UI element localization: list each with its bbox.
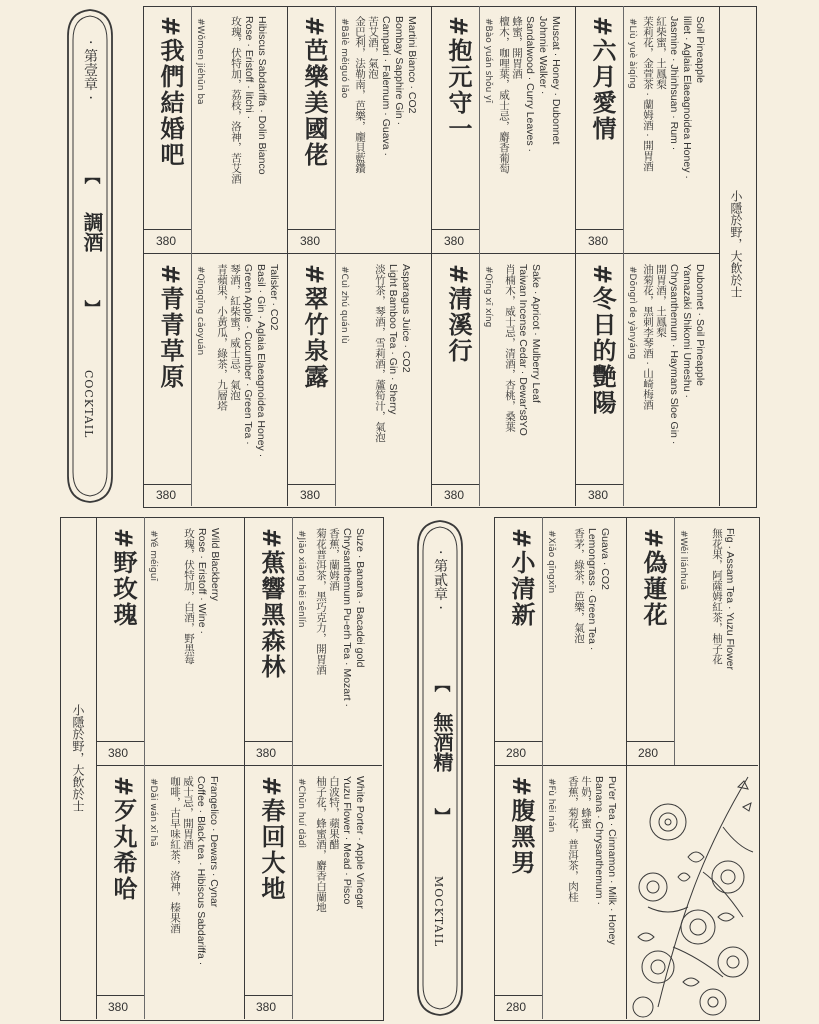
divider xyxy=(623,6,624,506)
drink-name: #青青草原 xyxy=(156,264,185,391)
divider xyxy=(431,484,479,485)
desc-line: Sandalwood · Curry Leaves · xyxy=(524,16,536,152)
section-title: 調酒 xyxy=(80,212,104,252)
drink-price: 380 xyxy=(588,488,609,502)
drink-pinyin: #Yě méiguī xyxy=(148,530,158,581)
divider xyxy=(575,229,623,230)
drink-description xyxy=(314,528,366,707)
drink-pinyin: #Fù hēi nán xyxy=(546,778,556,833)
drink-name: #冬日的艷陽 xyxy=(588,264,617,417)
divider xyxy=(143,229,191,230)
desc-line: Johnnie Walker · xyxy=(537,16,549,95)
drink-price: 280 xyxy=(638,746,659,760)
drink-name: #翠竹泉露 xyxy=(300,264,329,391)
drink-description xyxy=(497,16,562,174)
desc-line: 牛奶，蜂蜜 xyxy=(580,776,592,829)
desc-line: 青蘋果，小黃瓜，綠茶，九層塔 xyxy=(216,264,228,411)
desc-line: 檀木，咖哩葉，威士忌，麝香葡萄 xyxy=(498,16,510,174)
desc-line: Campari · Falernum · Guava · xyxy=(380,16,392,157)
drink-description xyxy=(503,264,542,436)
divider xyxy=(479,6,480,506)
divider xyxy=(542,517,543,1019)
drink-price: 380 xyxy=(588,234,609,248)
drink-price: 280 xyxy=(506,1000,527,1014)
drink-name: #歹丸希哈 xyxy=(109,776,138,903)
divider xyxy=(96,517,97,1019)
drink-description xyxy=(314,776,366,913)
divider xyxy=(431,229,479,230)
desc-line: Light Bamboo Tea · Gin · Sherry xyxy=(387,264,399,415)
drink-description xyxy=(710,528,736,670)
drink-name: #小清新 xyxy=(507,528,536,629)
drink-description xyxy=(353,16,418,174)
drink-description xyxy=(215,264,280,457)
divider xyxy=(335,6,336,506)
desc-line: 香蕉，菊花，普洱茶，肉桂 xyxy=(567,776,579,902)
desc-line: 香茅，綠茶，芭樂，氣泡 xyxy=(573,528,585,644)
desc-line: Guava · CO2 xyxy=(599,528,611,590)
drink-description xyxy=(572,528,611,650)
cocktail-side-slogan: 小隱於野，大飲於士 xyxy=(729,190,743,298)
desc-line: Pu'er Tea · Cinnamon · Milk · Honey xyxy=(606,776,618,945)
desc-line: 油菊花，黑刺李琴酒 · 山崎梅酒 xyxy=(642,264,654,410)
divider xyxy=(287,484,335,485)
section-english: MOCKTAIL xyxy=(432,876,445,948)
drink-description xyxy=(641,16,706,179)
bracket-close: 】 xyxy=(82,300,101,316)
divider xyxy=(626,741,674,742)
drink-description xyxy=(182,528,221,665)
drink-pinyin: #Wěi liánhuā xyxy=(678,530,688,590)
desc-line: Chrysanthemum · Haymans Sloe Gin · xyxy=(668,264,680,445)
drink-pinyin: #Qīngqīng cǎoyuán xyxy=(195,266,205,356)
desc-line: Wild Blackberry xyxy=(209,528,221,601)
drink-pinyin: #Qīng xī xíng xyxy=(483,266,493,328)
desc-line: Muscat · Honey · Dubonnet xyxy=(550,16,562,145)
divider xyxy=(191,6,192,506)
desc-line: 琴酒，紅柴蜜，威士忌，氣泡 xyxy=(229,264,241,401)
desc-line: 開胃酒，土鳳梨 xyxy=(655,264,667,338)
desc-line: 菊花普洱茶，黑巧克力，開胃酒 xyxy=(315,528,327,675)
drink-description xyxy=(641,264,706,444)
drink-price: 380 xyxy=(256,746,277,760)
desc-line: 威士忌，開胃酒 xyxy=(182,776,194,850)
desc-line: 無花果，阿薩姆紅茶，柚子花 xyxy=(711,528,723,665)
bracket-close: 】 xyxy=(432,808,451,824)
desc-line: 紅柴蜜，土鳳梨 xyxy=(655,16,667,90)
desc-line: Banana · Chrysanthemum · xyxy=(593,776,605,905)
desc-line: lillet · Aglaia Elaeagnoidea Honey · xyxy=(681,16,693,179)
drink-price: 380 xyxy=(108,1000,129,1014)
divider xyxy=(494,995,542,996)
desc-line: Green Apple · Cucumber · Green Tea · xyxy=(242,264,254,445)
drink-pinyin: #Xiǎo qīngxīn xyxy=(546,530,556,594)
desc-line: Asparagus Juice · CO2 xyxy=(400,264,412,373)
drink-pinyin: #Bào yuán shǒu yī xyxy=(483,18,493,103)
divider xyxy=(719,6,720,506)
divider xyxy=(575,6,576,506)
divider xyxy=(494,741,542,742)
drink-pinyin: #Liù yuè àiqíng xyxy=(627,18,637,89)
drink-name: #清溪行 xyxy=(444,264,473,365)
desc-line: Yuzu Flower · Mead · Pisco xyxy=(341,776,353,905)
drink-name: #抱元守一 xyxy=(444,16,473,143)
desc-line: 肖楠木，威士忌，清酒，杏桃，桑葉 xyxy=(504,264,516,432)
drink-price: 380 xyxy=(108,746,129,760)
desc-line: Rose · Eristoff · litchi · xyxy=(243,16,255,120)
desc-line: White Porter · Apple Vinegar xyxy=(354,776,366,909)
desc-line: Suze · Banana · Bacadei gold xyxy=(354,528,366,668)
desc-line: Jasmine · Jhinhsuan · Rum · xyxy=(668,16,680,151)
drink-name: #偽蓮花 xyxy=(639,528,668,629)
desc-line: Basil · Gin · Aglaia Elaeagnoidea Honey · xyxy=(255,264,267,458)
divider xyxy=(674,517,675,765)
desc-line: Rose · Eristoff · Wine · xyxy=(196,528,208,634)
desc-line: Chrysanthemum Pu-erh Tea · Mozart · xyxy=(341,528,353,707)
chapter-label: · 第壹章 · xyxy=(82,40,98,100)
drink-pinyin: #Wǒmen jiéhūn ba xyxy=(195,18,205,105)
desc-line: Hibiscus Sabdariffa · Dolin Bianco xyxy=(256,16,268,175)
drink-name: #蕉響黑森林 xyxy=(257,528,286,681)
desc-line: 金巴利，法勒南，芭樂，龐貝藍鑽 xyxy=(354,16,366,174)
drink-price: 280 xyxy=(506,746,527,760)
desc-line: 玫瑰，伏特加，白酒，野黑莓 xyxy=(183,528,195,665)
divider xyxy=(96,995,144,996)
drink-name: #野玫瑰 xyxy=(109,528,138,629)
divider xyxy=(143,484,191,485)
desc-line: Soil Pineapple xyxy=(694,16,706,84)
drink-price: 380 xyxy=(300,234,321,248)
drink-price: 380 xyxy=(444,488,465,502)
section-english: COCKTAIL xyxy=(82,370,95,439)
bracket-open: 【 xyxy=(82,168,101,184)
floral-illustration xyxy=(628,767,757,1018)
desc-line: 白波特，蘋果醋 xyxy=(328,776,340,850)
desc-line: Yamazaki Shikomi Umeshu · xyxy=(681,264,693,399)
divider xyxy=(292,517,293,1019)
divider xyxy=(244,741,292,742)
bracket-open: 【 xyxy=(432,676,451,692)
divider xyxy=(287,229,335,230)
drink-name: #我們結婚吧 xyxy=(156,16,185,169)
drink-description xyxy=(229,16,268,184)
chapter-label: · 第貳章 · xyxy=(432,550,448,610)
divider xyxy=(626,517,627,1019)
drink-pinyin: #Cuì zhú quán lù xyxy=(339,266,349,344)
drink-pinyin: #Dǎi wán xī hā xyxy=(148,778,158,847)
desc-line: 茉莉花，金萱茶 · 蘭姆酒 · 開胃酒 xyxy=(642,16,654,172)
divider xyxy=(144,517,145,1019)
desc-line: Martini Bianco · CO2 xyxy=(406,16,418,114)
drink-price: 380 xyxy=(256,1000,277,1014)
divider xyxy=(244,517,245,1019)
drink-price: 380 xyxy=(156,234,177,248)
desc-line: Fig · Assam Tea · Yuzu Flower xyxy=(724,528,736,671)
desc-line: Sake · Apricot · Mulberry Leaf xyxy=(530,264,542,403)
drink-description xyxy=(566,776,618,945)
drink-price: 380 xyxy=(444,234,465,248)
desc-line: 咖啡，古早味紅茶，洛神，榛果酒 xyxy=(169,776,181,934)
drink-name: #六月愛情 xyxy=(588,16,617,143)
desc-line: 苦艾酒，氣泡 xyxy=(367,16,379,79)
desc-line: 淡竹茶，琴酒，雪莉酒，蘆筍汁，氣泡 xyxy=(374,264,386,443)
desc-line: Lemongrass · Green Tea · xyxy=(586,528,598,651)
desc-line: Coffee · Black tea · Hibiscus Sabdariffa · xyxy=(195,776,207,966)
desc-line: Talisker · CO2 xyxy=(268,264,280,331)
desc-line: 蜂蜜，開胃酒 xyxy=(511,16,523,79)
desc-line: Dubonnet · Soil Pineapple xyxy=(694,264,706,387)
divider xyxy=(287,6,288,506)
drink-name: #春回大地 xyxy=(257,776,286,903)
drink-name: #芭樂美國佬 xyxy=(300,16,329,169)
divider xyxy=(96,741,144,742)
drink-name: #腹黑男 xyxy=(507,776,536,877)
drink-pinyin: #Chūn huí dàdì xyxy=(296,778,306,849)
desc-line: 柚子花，蜂蜜酒，麝香白蘭地 xyxy=(315,776,327,913)
drink-price: 380 xyxy=(300,488,321,502)
desc-line: Frangelico · Dewars · Cynar xyxy=(208,776,220,908)
desc-line: Taiwan Incense Cedar · Dewar's8YO xyxy=(517,264,529,436)
section-title: 無酒精 xyxy=(430,712,454,772)
drink-pinyin: #Bālè měiguó lǎo xyxy=(339,18,349,99)
desc-line: Bombay Sapphire Gin · xyxy=(393,16,405,126)
drink-price: 380 xyxy=(156,488,177,502)
divider xyxy=(575,484,623,485)
divider xyxy=(431,6,432,506)
drink-pinyin: #Dōngrì de yànyáng xyxy=(627,266,637,360)
drink-description xyxy=(168,776,220,965)
drink-description xyxy=(373,264,412,443)
desc-line: 玫瑰，伏特加，荔枝，洛神，苦艾酒 xyxy=(230,16,242,184)
divider xyxy=(96,765,382,766)
drink-pinyin: #Jiāo xiǎng hēi sēnlín xyxy=(296,530,306,628)
divider xyxy=(244,995,292,996)
bottom-side-slogan: 小隱於野，大飲於士 xyxy=(71,704,85,812)
desc-line: 香蕉，蘭姆酒 xyxy=(328,528,340,591)
